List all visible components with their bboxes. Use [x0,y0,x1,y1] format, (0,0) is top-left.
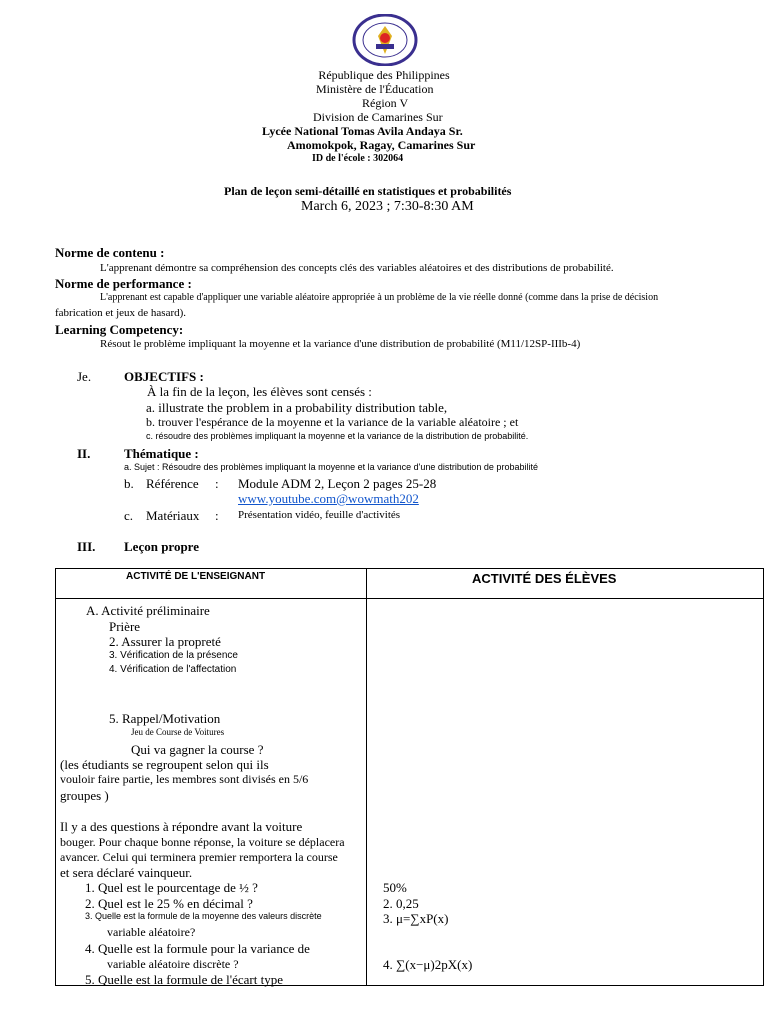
header-republic: République des Philippines [318,68,450,82]
grouping-line-3: groupes ) [60,788,109,803]
objective-a: a. illustrate the problem in a probability distribution table, [146,400,448,415]
performance-standard-text: L'apprenant est capable d'appliquer une variable aléatoire appropriée à un problème de la vie réelle donné (comme dans la prise de décision [100,292,659,303]
question-1: 1. Quel est le pourcentage de ½ ? [85,880,258,895]
rules-line-1: Il y a des questions à répondre avant la voiture [60,819,303,834]
reference-value: Module ADM 2, Leçon 2 pages 25-28 [238,476,437,491]
header-region: Région V [362,96,409,110]
reference-colon: : [215,476,219,491]
materials-colon: : [215,508,219,523]
deped-seal [352,14,418,66]
question-3: 3. Quelle est la formule de la moyenne des valeurs discrète [85,911,322,921]
grouping-line-2: vouloir faire partie, les membres sont divisés en 5/6 [60,772,309,786]
header-school: Lycée National Tomas Avila Andaya Sr. [262,124,463,138]
subject-topic: a. Sujet : Résoudre des problèmes impliquant la moyenne et la variance d'une distribution de probabilité [124,462,538,472]
answer-3: 3. μ=∑xP(x) [383,911,449,926]
cleanliness-item: 2. Assurer la propreté [109,634,221,649]
lesson-numeral: III. [77,539,96,554]
teacher-activity-header: ACTIVITÉ DE L'ENSEIGNANT [126,571,266,582]
competency-text: Résout le problème impliquant la moyenne et la variance d'une distribution de probabilité (M11/12SP-IIIb-4) [100,338,581,350]
objectives-intro: À la fin de la leçon, les élèves sont censés : [147,384,372,399]
performance-standard-label: Norme de performance : [55,276,192,291]
header-ministry: Ministère de l'Éducation [316,82,434,96]
materials-label: Matériaux [146,508,200,523]
header-division: Division de Camarines Sur [313,110,443,124]
question-4-cont: variable aléatoire discrète ? [107,957,239,971]
table-header-divider [56,598,763,599]
question-5: 5. Quelle est la formule de l'écart type [85,972,283,987]
reference-link[interactable]: www.youtube.com@wowmath202 [238,491,419,506]
header-school-id: ID de l'école : 302064 [312,153,404,164]
answer-4: 4. ∑(x−μ)2pX(x) [383,957,473,972]
lesson-label: Leçon propre [124,539,199,554]
header-address: Amomokpok, Ragay, Camarines Sur [287,138,476,152]
page-title: Plan de leçon semi-détaillé en statistiques et probabilités [224,184,512,198]
rules-line-2: bouger. Pour chaque bonne réponse, la voiture se déplacera [60,835,345,849]
lesson-date: March 6, 2023 ; 7:30-8:30 AM [301,199,474,214]
competency-label: Learning Competency: [55,322,184,337]
question-3-cont: variable aléatoire? [107,925,196,939]
objective-b: b. trouver l'espérance de la moyenne et la variance de la variable aléatoire ; et [146,415,519,429]
student-activity-header: ACTIVITÉ DES ÉLÈVES [472,571,617,586]
content-standard-label: Norme de contenu : [55,245,165,260]
objectives-label: OBJECTIFS : [124,369,204,384]
materials-letter: c. [124,508,134,523]
answer-2: 2. 0,25 [383,896,419,911]
table-column-divider [366,569,367,985]
rules-line-3: avancer. Celui qui terminera premier remportera la course [60,850,338,864]
race-question: Qui va gagner la course ? [131,742,264,757]
motivation-item: 5. Rappel/Motivation [109,711,221,726]
activity-table [55,568,764,986]
question-2: 2. Quel est le 25 % en décimal ? [85,896,253,911]
subject-label: Thématique : [124,446,199,461]
subject-numeral: II. [77,446,91,461]
grouping-line-1: (les étudiants se regroupent selon qui ils [60,757,269,772]
prayer-item: Prière [109,619,141,634]
objective-c: c. résoudre des problèmes impliquant la moyenne et la variance de la distribution de probabilité. [146,431,529,441]
attendance-item: 3. Vérification de la présence [109,650,238,661]
content-standard-text: L'apprenant démontre sa compréhension des concepts clés des variables aléatoires et des distributions de probabilité. [100,262,614,274]
assignment-item: 4. Vérification de l'affectation [109,664,237,675]
materials-value: Présentation vidéo, feuille d'activités [238,509,401,521]
reference-letter: b. [124,476,134,491]
question-4: 4. Quelle est la formule pour la variance de [85,941,310,956]
preliminary-activity: A. Activité préliminaire [86,603,210,618]
performance-standard-text-cont: fabrication et jeux de hasard). [55,307,187,319]
car-race-game: Jeu de Course de Voitures [131,727,225,737]
objectives-numeral: Je. [77,369,92,384]
answer-1: 50% [383,880,407,895]
rules-line-4: et sera déclaré vainqueur. [60,865,193,880]
reference-label: Référence [146,476,199,491]
